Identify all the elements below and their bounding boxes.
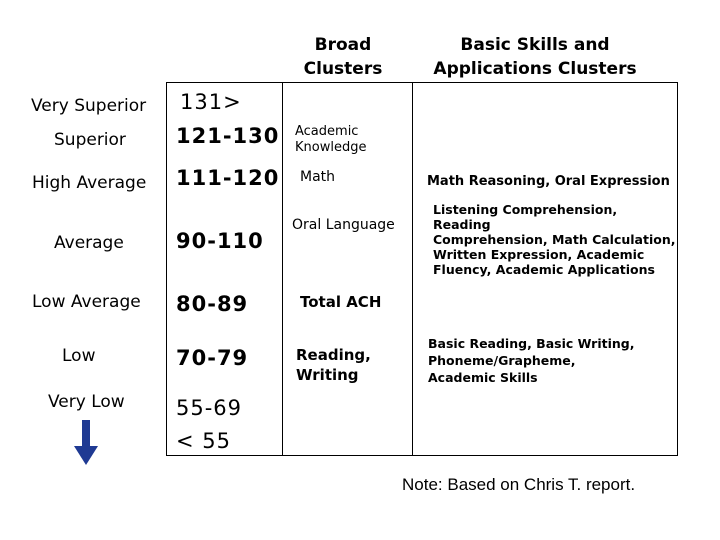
broad-cluster-low-average: Total ACH <box>300 293 382 311</box>
grid-col-divider-2 <box>412 82 413 455</box>
level-high-average: High Average <box>32 173 147 193</box>
footnote: Note: Based on Chris T. report. <box>402 475 636 494</box>
level-low: Low <box>62 346 96 366</box>
range-low-average: 80-89 <box>176 292 249 316</box>
broad-cluster-low: Reading, Writing <box>296 346 371 384</box>
basic-cluster-low: Basic Reading, Basic Writing, Phoneme/Grapheme, Academic Skills <box>428 336 635 385</box>
range-very-low: 55-69 <box>176 396 243 420</box>
level-superior: Superior <box>54 130 126 150</box>
range-high-average: 111-120 <box>176 166 280 190</box>
grid-left-border <box>166 82 167 455</box>
range-superior: 121-130 <box>176 124 280 148</box>
grid-bottom-border <box>166 455 678 456</box>
level-very-low: Very Low <box>48 392 125 412</box>
broad-clusters-header: Broad Clusters <box>303 35 383 79</box>
down-arrow-icon <box>73 420 99 466</box>
basic-skills-header: Basic Skills and Applications Clusters <box>433 35 637 79</box>
range-below: < 55 <box>176 429 231 453</box>
basic-cluster-high-average: Math Reasoning, Oral Expression <box>427 174 670 189</box>
broad-cluster-superior: Academic Knowledge <box>295 124 367 155</box>
broad-cluster-average: Oral Language <box>292 217 395 233</box>
range-average: 90-110 <box>176 229 264 253</box>
grid-col-divider-1 <box>282 82 283 455</box>
range-low: 70-79 <box>176 346 249 370</box>
level-low-average: Low Average <box>32 292 141 312</box>
level-average: Average <box>54 233 124 253</box>
range-very-superior: 131> <box>180 90 242 114</box>
basic-cluster-average: Listening Comprehension, Reading Comprehension, Math Calculation, Written Expression, Academic Fluency, Academic Applications <box>433 202 676 277</box>
broad-cluster-high-average: Math <box>300 169 336 185</box>
grid-top-border <box>166 82 678 83</box>
level-very-superior: Very Superior <box>31 96 147 116</box>
